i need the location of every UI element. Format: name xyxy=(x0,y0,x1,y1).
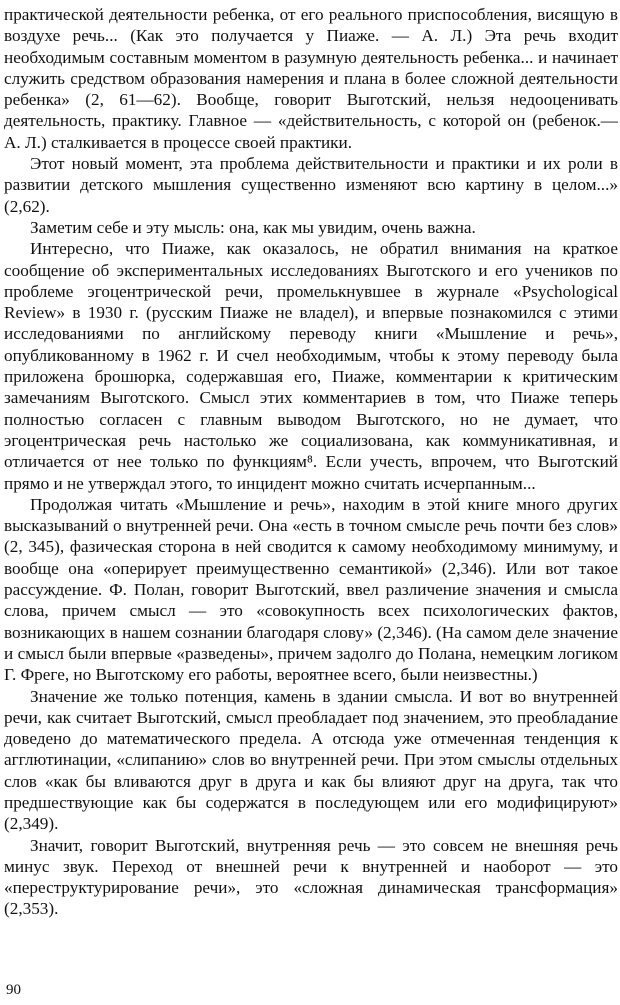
paragraph-6: Значение же только потенция, камень в здании смысла. И вот во внутренней речи, как считает Выготский, смысл преобладает под значением, это преобладание доведено до математического предела. А отсюда уже отмеченная тенденция к агглютинации, «слипанию» слов во внутренней речи. При этом смыслы отдельных слов «как бы вливаются друг в друга и как бы влияют друг на друга, так что предшествующие как бы содержатся в последующем или его модифицируют» (2,349). xyxy=(4,686,618,834)
paragraph-3: Заметим себе и эту мысль: она, как мы увидим, очень важна. xyxy=(30,217,476,237)
paragraph-1: практической деятельности ребенка, от его реального приспособления, висящую в воздухе речь... (Как это получается у Пиаже. — А. Л.) Эта речь входит необходимым составным моментом в разумную деятельность ребенка... и начинает служить средством образования намерения и плана в более сложной деятельности ребенка» (2, 61—62). Вообще, говорит Выготский, нельзя недооценивать деятельность, практику. Главное — «действительность, с которой он (ребенок.— А. Л.) сталкивается в процессе своей практики. xyxy=(4,5,618,152)
book-page xyxy=(4,4,618,920)
page-number: 90 xyxy=(6,982,21,998)
paragraph-2: Этот новый момент, эта проблема действительности и практики и их роли в развитии детского мышления существенно изменяют всю картину в целом...» (2,62). xyxy=(4,154,618,216)
paragraph-7: Значит, говорит Выготский, внутренняя речь — это совсем не внешняя речь минус звук. Переход от внешней речи к внутренней и наоборот — это «переструктурирование речи», это «сложная динамическая трансформация» (2,353). xyxy=(4,835,618,919)
paragraph-4: Интересно, что Пиаже, как оказалось, не обратил внимания на краткое сообщение об экспериментальных исследованиях Выготского и его учеников по проблеме эгоцентрической речи, промелькнувшее в журнале «Psychological Review» в 1930 г. (русским Пиаже не владел), и впервые познакомился с этими исследованиями по английскому переводу книги «Мышление и речь», опубликованному в 1962 г. И счел необходимым, чтобы к этому переводу была приложена брошюрка, содержавшая его, Пиаже, комментарии к критическим замечаниям Выготского. Смысл этих комментариев в том, что Пиаже теперь полностью согласен с главным выводом Выготского, но не думает, что эгоцентрическая речь настолько же социализована, как коммуникативная, и отличается от нее только по функциям⁸. Если учесть, впрочем, что Выготский прямо и не утверждал этого, то инцидент можно считать исчерпанным... xyxy=(4,239,618,493)
paragraph-5: Продолжая читать «Мышление и речь», находим в этой книге много других высказываний о внутренней речи. Она «есть в точном смысле речь почти без слов» (2, 345), фазическая сторона в ней сводится к самому необходимому минимуму, и вообще она «оперирует преимущественно семантикой» (2,346). Или вот такое рассуждение. Ф. Полан, говорит Выготский, ввел различение значения и смысла слова, причем смысл — это «совокупность всех психологических фактов, возникающих в нашем сознании благодаря слову» (2,346). (На самом деле значение и смысл были впервые «разведены», причем задолго до Полана, немецким логиком Г. Фреге, но Выготскому его работы, вероятнее всего, были неизвестны.) xyxy=(4,494,618,685)
